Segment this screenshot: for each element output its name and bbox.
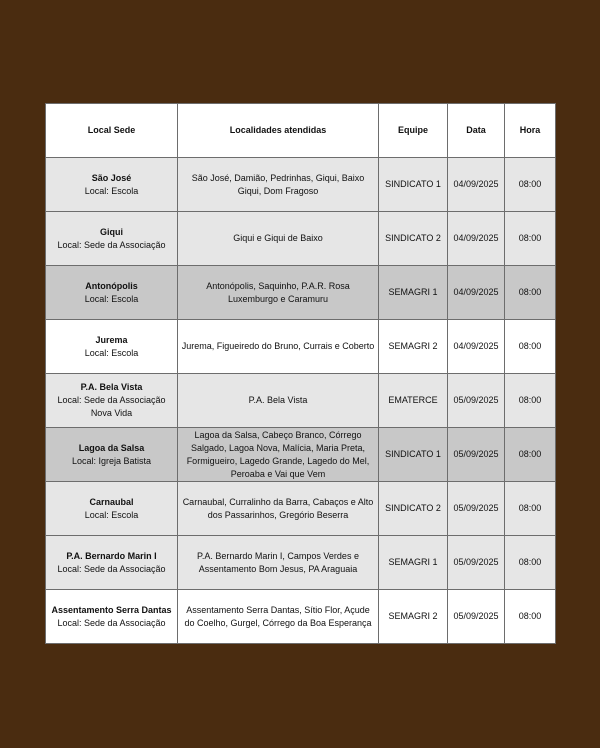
cell-localidades: São José, Damião, Pedrinhas, Giqui, Baixo Giqui, Dom Fragoso bbox=[178, 158, 379, 212]
col-header-localidades: Localidades atendidas bbox=[178, 104, 379, 158]
sede-local: Local: Sede da Associação bbox=[57, 617, 166, 628]
cell-data: 04/09/2025 bbox=[448, 320, 505, 374]
table-row bbox=[46, 212, 556, 266]
cell-local-sede bbox=[46, 158, 178, 212]
sede-name: Antonópolis bbox=[85, 280, 138, 291]
cell-equipe: SEMAGRI 1 bbox=[379, 266, 448, 320]
col-header-data: Data bbox=[448, 104, 505, 158]
schedule-table bbox=[45, 103, 556, 644]
sede-local: Local: Escola bbox=[84, 293, 139, 304]
cell-localidades: Giqui e Giqui de Baixo bbox=[178, 212, 379, 266]
cell-equipe: SINDICATO 2 bbox=[379, 212, 448, 266]
sede-name: Assentamento Serra Dantas bbox=[51, 604, 172, 615]
cell-localidades: Antonópolis, Saquinho, P.A.R. Rosa Luxemburgo e Caramuru bbox=[178, 266, 379, 320]
table-row bbox=[46, 266, 556, 320]
table-row bbox=[46, 428, 556, 482]
cell-hora: 08:00 bbox=[505, 212, 556, 266]
table-row bbox=[46, 320, 556, 374]
table-row bbox=[46, 590, 556, 644]
header-row bbox=[46, 104, 556, 158]
cell-data: 05/09/2025 bbox=[448, 590, 505, 644]
sede-local: Local: Sede da Associação Nova Vida bbox=[57, 395, 166, 418]
sede-local: Local: Sede da Associação bbox=[57, 563, 166, 574]
cell-local-sede bbox=[46, 428, 178, 482]
cell-localidades: Assentamento Serra Dantas, Sítio Flor, Açude do Coelho, Gurgel, Córrego da Boa Esperança bbox=[178, 590, 379, 644]
table-row bbox=[46, 482, 556, 536]
cell-hora: 08:00 bbox=[505, 266, 556, 320]
cell-data: 04/09/2025 bbox=[448, 266, 505, 320]
cell-equipe: SINDICATO 1 bbox=[379, 428, 448, 482]
cell-localidades: Lagoa da Salsa, Cabeço Branco, Córrego Salgado, Lagoa Nova, Malícia, Maria Preta, Formigueiro, Lagedo Grande, Lagedo do Mel, Peroaba e Vai que Vem bbox=[178, 428, 379, 482]
cell-local-sede bbox=[46, 482, 178, 536]
col-header-local-sede: Local Sede bbox=[46, 104, 178, 158]
schedule-sheet bbox=[45, 103, 555, 644]
cell-data: 05/09/2025 bbox=[448, 482, 505, 536]
cell-hora: 08:00 bbox=[505, 374, 556, 428]
cell-localidades: Carnaubal, Curralinho da Barra, Cabaços e Alto dos Passarinhos, Gregório Beserra bbox=[178, 482, 379, 536]
sede-local: Local: Sede da Associação bbox=[57, 239, 166, 250]
sede-local: Local: Escola bbox=[84, 347, 139, 358]
cell-hora: 08:00 bbox=[505, 428, 556, 482]
cell-data: 04/09/2025 bbox=[448, 212, 505, 266]
cell-localidades: P.A. Bela Vista bbox=[178, 374, 379, 428]
sede-name: Jurema bbox=[95, 334, 128, 345]
cell-local-sede bbox=[46, 590, 178, 644]
col-header-equipe: Equipe bbox=[379, 104, 448, 158]
cell-hora: 08:00 bbox=[505, 536, 556, 590]
cell-hora: 08:00 bbox=[505, 320, 556, 374]
cell-equipe: SEMAGRI 2 bbox=[379, 590, 448, 644]
col-header-hora: Hora bbox=[505, 104, 556, 158]
cell-local-sede bbox=[46, 212, 178, 266]
sede-name: Carnaubal bbox=[89, 496, 134, 507]
sede-name: São José bbox=[91, 172, 132, 183]
cell-hora: 08:00 bbox=[505, 158, 556, 212]
sede-name: Lagoa da Salsa bbox=[78, 442, 145, 453]
cell-equipe: SINDICATO 2 bbox=[379, 482, 448, 536]
cell-local-sede bbox=[46, 374, 178, 428]
cell-data: 05/09/2025 bbox=[448, 536, 505, 590]
cell-data: 05/09/2025 bbox=[448, 374, 505, 428]
cell-local-sede bbox=[46, 320, 178, 374]
table-row bbox=[46, 536, 556, 590]
cell-data: 04/09/2025 bbox=[448, 158, 505, 212]
cell-hora: 08:00 bbox=[505, 482, 556, 536]
cell-data: 05/09/2025 bbox=[448, 428, 505, 482]
sede-local: Local: Igreja Batista bbox=[71, 455, 152, 466]
sede-name: Giqui bbox=[100, 226, 123, 237]
table-row bbox=[46, 158, 556, 212]
cell-local-sede bbox=[46, 266, 178, 320]
sede-name: P.A. Bela Vista bbox=[80, 382, 143, 392]
cell-local-sede bbox=[46, 536, 178, 590]
table-row bbox=[46, 374, 556, 428]
cell-equipe: SINDICATO 1 bbox=[379, 158, 448, 212]
cell-localidades: P.A. Bernardo Marin I, Campos Verdes e Assentamento Bom Jesus, PA Araguaia bbox=[178, 536, 379, 590]
cell-hora: 08:00 bbox=[505, 590, 556, 644]
sede-name: P.A. Bernardo Marin I bbox=[66, 550, 157, 561]
sede-local: Local: Escola bbox=[84, 185, 139, 196]
cell-equipe: EMATERCE bbox=[379, 374, 448, 428]
sede-local: Local: Escola bbox=[84, 509, 139, 520]
cell-localidades: Jurema, Figueiredo do Bruno, Currais e Coberto bbox=[178, 320, 379, 374]
cell-equipe: SEMAGRI 1 bbox=[379, 536, 448, 590]
cell-equipe: SEMAGRI 2 bbox=[379, 320, 448, 374]
